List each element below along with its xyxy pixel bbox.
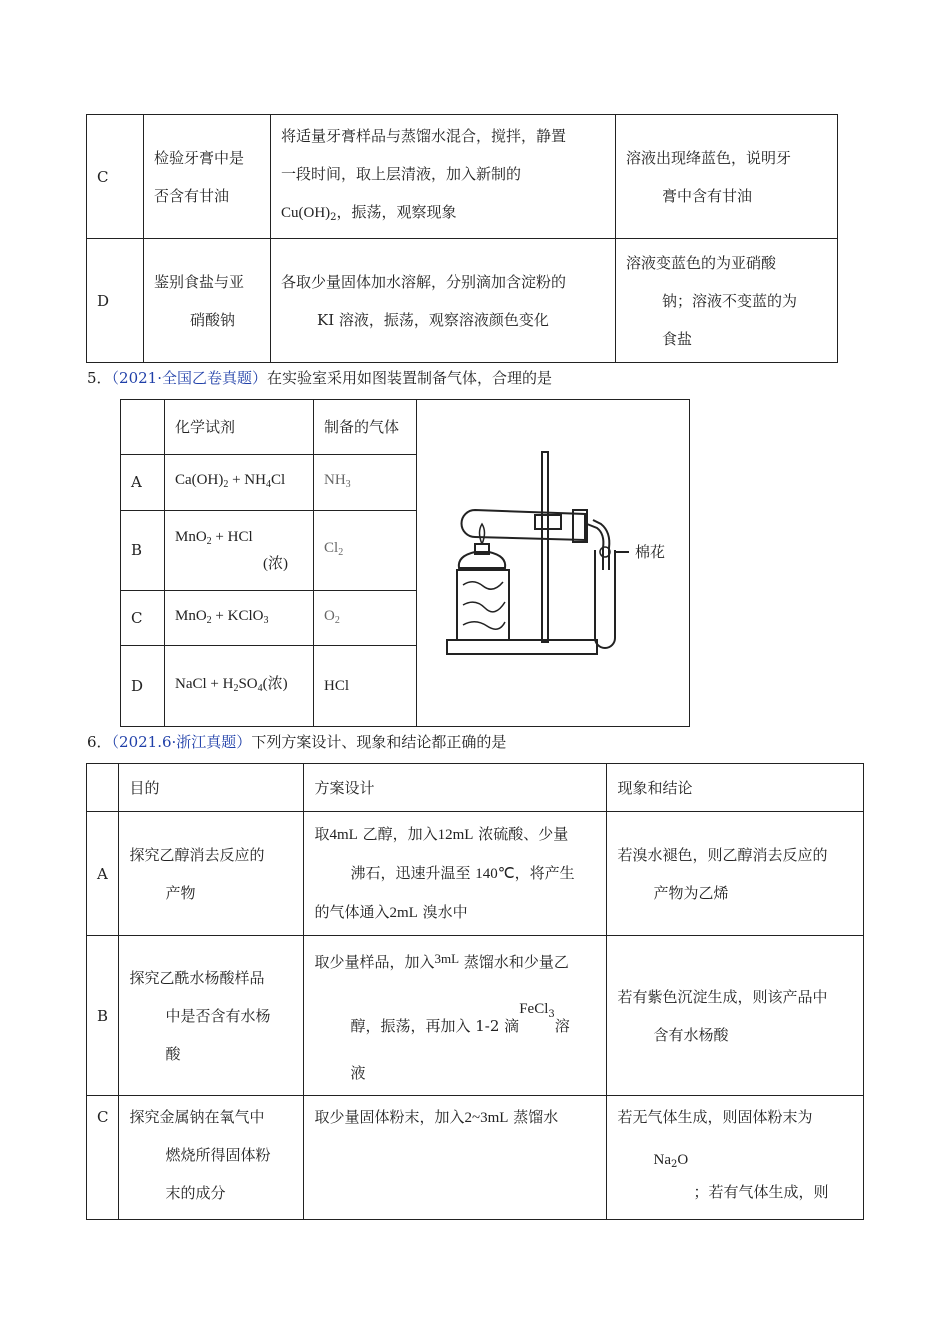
chem-formula: SO: [238, 675, 258, 692]
row-label: C: [87, 1096, 119, 1220]
subscript: 2: [338, 546, 344, 558]
stand-rod: [542, 452, 548, 642]
result-line: ；若有气体生成，则: [693, 1183, 829, 1201]
chem-formula: + KClO: [211, 607, 264, 624]
row-label: A: [87, 812, 119, 936]
chem-formula: NH: [324, 471, 346, 488]
design-line: 将适量牙膏样品与蒸馏水混合，搅拌，静置: [281, 126, 567, 145]
question-text: 在实验室采用如图装置制备气体，合理的是: [267, 369, 553, 387]
lamp-stand-block: [457, 570, 509, 640]
result-cell: [607, 936, 864, 1096]
volume-value: 12mL: [437, 827, 474, 843]
chem-formula: O: [677, 1152, 689, 1168]
q4-table: [86, 114, 838, 363]
q6-table: [86, 763, 864, 1220]
gas-cell: [314, 591, 417, 646]
chem-formula: FeCl: [519, 1000, 549, 1017]
design-line: [314, 1098, 596, 1137]
design-line: [314, 815, 596, 854]
design-text: ，振荡，观察现象: [336, 202, 457, 221]
reagent-cell: [165, 646, 314, 727]
header-result: 现象和结论: [607, 764, 864, 812]
subscript: 4: [257, 682, 263, 694]
design-line: 液: [350, 1063, 366, 1082]
q5-table: [120, 399, 690, 727]
design-line: [281, 193, 605, 237]
concentrated-note: (浓): [262, 675, 288, 692]
design-cell: [304, 1096, 607, 1220]
reagent-cell: [165, 510, 314, 590]
row-label: B: [87, 936, 119, 1096]
header-gas: 制备的气体: [314, 400, 417, 455]
chem-formula: Ca(OH): [175, 471, 224, 488]
collecting-tube: [595, 550, 615, 648]
subscript: 2: [334, 614, 340, 626]
q6-stem: [87, 732, 506, 752]
purpose-cell: [144, 115, 271, 239]
design-text: 取少量样品，加入: [314, 952, 435, 971]
table-row: [87, 812, 864, 936]
q5-stem: [87, 368, 552, 388]
table-row: [87, 1096, 864, 1220]
apparatus-figure-cell: [417, 400, 690, 727]
purpose-line: 燃烧所得固体粉: [165, 1146, 271, 1164]
design-line: KI 溶液，振荡，观察溶液颜色变化: [317, 310, 549, 329]
result-line: 若溴水褪色，则乙醇消去反应的: [617, 845, 828, 864]
result-line: 含有水杨酸: [653, 1025, 729, 1044]
question-source: （2021·全国乙卷真题）: [111, 369, 267, 387]
result-line: 钠；溶液不变蓝的为: [662, 291, 798, 310]
chem-formula: O: [324, 607, 335, 624]
purpose-line: 硝酸钠: [190, 310, 236, 329]
header-empty: [87, 764, 119, 812]
design-line: [314, 981, 596, 1054]
row-label: A: [121, 455, 165, 510]
question-source: （2021.6·浙江真题）: [111, 733, 252, 751]
temperature-value: 140℃: [475, 866, 515, 882]
chem-formula: + HCl: [211, 528, 253, 545]
design-text: 的气体通入: [314, 903, 390, 921]
result-line: [617, 1144, 853, 1180]
table-row: [87, 115, 838, 239]
chem-formula: MnO: [175, 607, 207, 624]
result-cell: [616, 115, 838, 239]
gas-cell: [314, 455, 417, 510]
chem-formula: NaCl + H: [175, 675, 234, 692]
subscript: 2: [330, 211, 337, 223]
design-text: 取少量固体粉末，加入: [314, 1108, 465, 1126]
volume-value: 3mL: [434, 950, 460, 966]
volume-value: 2~3mL: [464, 1110, 509, 1126]
subscript: 2: [223, 478, 229, 490]
result-line: 若有紫色沉淀生成，则该产品中: [617, 987, 828, 1006]
question-text: 下列方案设计、现象和结论都正确的是: [251, 733, 507, 751]
design-text: 蒸馏水和少量乙: [459, 952, 569, 971]
result-cell: [616, 239, 838, 363]
purpose-cell: [144, 239, 271, 363]
design-text: 蒸馏水: [508, 1108, 559, 1126]
purpose-line: 探究乙酰水杨酸样品: [129, 968, 265, 987]
result-cell: [607, 812, 864, 936]
design-cell: [271, 239, 616, 363]
design-text: 取: [314, 825, 330, 843]
subscript: 3: [263, 614, 269, 626]
result-cell: [607, 1096, 864, 1220]
table-row: [87, 764, 864, 812]
purpose-line: 鉴别食盐与亚: [154, 272, 245, 291]
design-line: [314, 893, 596, 932]
row-label: B: [121, 510, 165, 590]
design-text: ，将产生: [514, 864, 575, 882]
design-line: [314, 940, 596, 981]
purpose-cell: [119, 1096, 304, 1220]
purpose-line: 探究金属钠在氧气中: [129, 1108, 265, 1126]
volume-value: 4mL: [329, 827, 358, 843]
result-line: 产物为乙烯: [653, 883, 729, 902]
table-row: [87, 936, 864, 1096]
result-line: 若无气体生成，则固体粉末为: [617, 1108, 813, 1126]
result-line: 食盐: [662, 329, 693, 348]
design-text: 浓硫酸、少量: [473, 825, 569, 843]
row-label: C: [121, 591, 165, 646]
gas-cell: [314, 510, 417, 590]
chem-formula: Cl: [270, 471, 286, 488]
design-cell: [304, 812, 607, 936]
table-row: [87, 239, 838, 363]
subscript: 3: [548, 1008, 555, 1020]
result-line: 溶液出现绛蓝色，说明牙: [626, 148, 792, 167]
row-label: C: [87, 115, 144, 239]
purpose-line: 酸: [165, 1044, 181, 1063]
question-number: 6．: [87, 733, 112, 751]
design-text: 溴水中: [417, 903, 468, 921]
volume-value: 2mL: [389, 905, 418, 921]
chem-formula: Na: [653, 1152, 671, 1168]
chem-formula: Cl: [324, 539, 339, 556]
cotton-label: 棉花: [635, 543, 666, 561]
header-reagent: 化学试剂: [165, 400, 314, 455]
chem-formula: Cu(OH): [281, 204, 331, 221]
concentrated-note: (浓): [263, 555, 288, 572]
subscript: 2: [206, 614, 212, 626]
design-text: 乙醇，加入: [357, 825, 438, 843]
purpose-line: 探究乙醇消去反应的: [129, 845, 265, 864]
subscript: 3: [345, 478, 351, 490]
reagent-cell: [165, 591, 314, 646]
gas-cell: HCl: [314, 646, 417, 727]
design-cell: [304, 936, 607, 1096]
result-line: 溶液变蓝色的为亚硝酸: [626, 253, 777, 272]
chem-formula: + NH: [228, 471, 266, 488]
purpose-line: 否含有甘油: [154, 186, 230, 205]
purpose-cell: [119, 936, 304, 1096]
design-line: 各取少量固体加水溶解，分别滴加含淀粉的: [281, 272, 567, 291]
chem-formula: MnO: [175, 528, 207, 545]
stand-base: [447, 640, 597, 654]
subscript: 2: [206, 535, 212, 547]
subscript: 4: [265, 478, 271, 490]
reagent-cell: [165, 455, 314, 510]
design-line: 一段时间，取上层清液，加入新制的: [281, 164, 522, 183]
result-line: 膏中含有甘油: [662, 186, 753, 205]
purpose-cell: [119, 812, 304, 936]
purpose-line: 检验牙膏中是: [154, 148, 245, 167]
subscript: 2: [233, 682, 239, 694]
subscript: 2: [670, 1159, 678, 1170]
row-label: D: [87, 239, 144, 363]
design-text: 醇，振荡，再加入 1-2 滴: [350, 1016, 520, 1035]
design-text: 溶: [554, 1016, 570, 1035]
purpose-line: 产物: [165, 883, 196, 902]
purpose-line: 末的成分: [165, 1184, 226, 1202]
question-number: 5．: [87, 369, 112, 387]
header-purpose: 目的: [119, 764, 304, 812]
design-cell: [271, 115, 616, 239]
header-empty: [121, 400, 165, 455]
table-row: [121, 400, 690, 455]
purpose-line: 中是否含有水杨: [165, 1006, 271, 1025]
header-design: 方案设计: [304, 764, 607, 812]
design-line: [314, 854, 596, 893]
design-text: 沸石，迅速升温至: [350, 864, 476, 882]
row-label: D: [121, 646, 165, 727]
